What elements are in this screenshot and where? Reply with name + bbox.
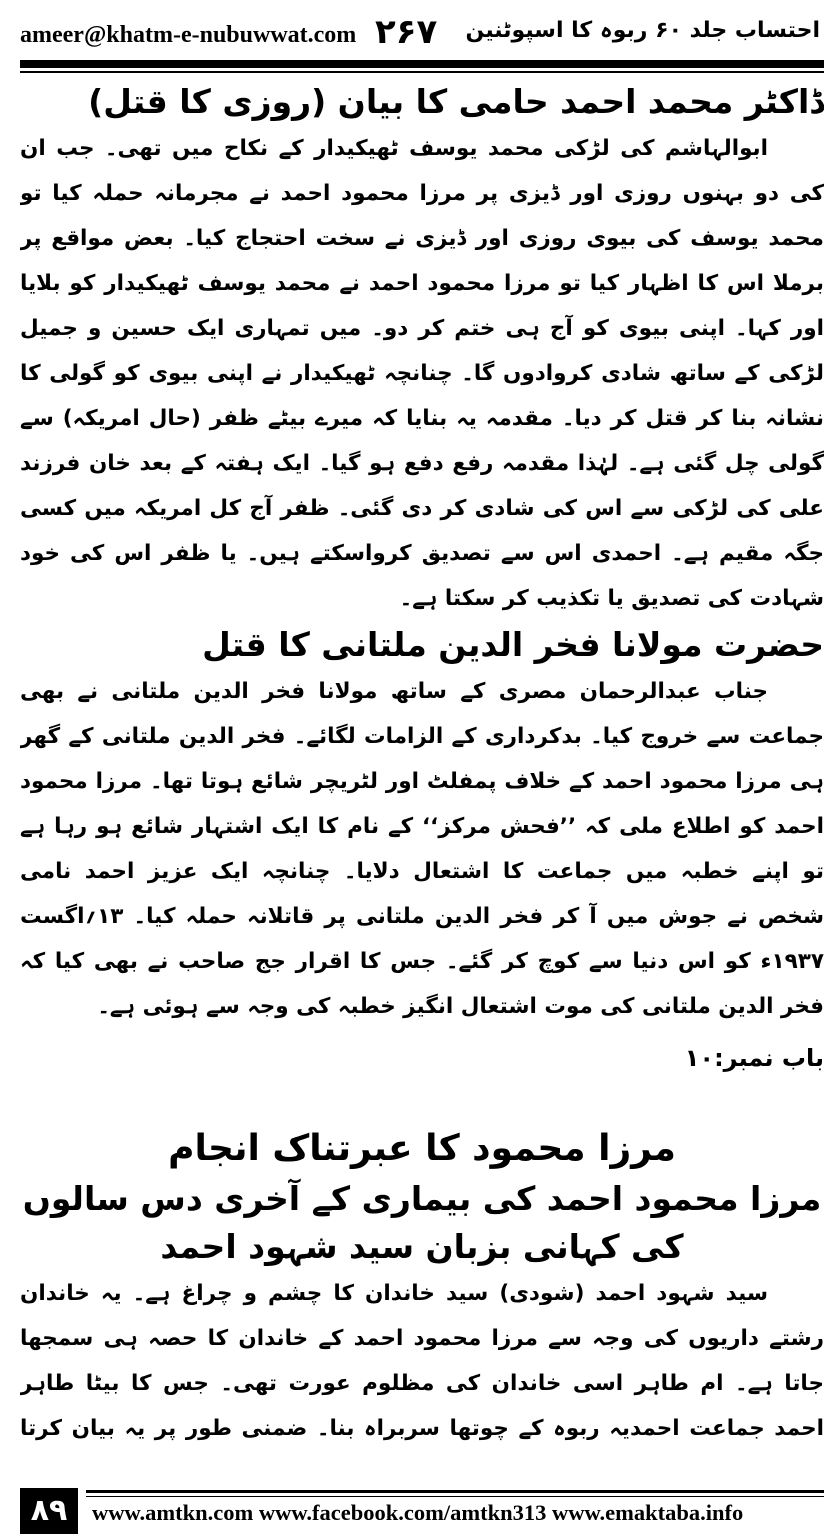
footer-rule-thin bbox=[86, 1496, 824, 1497]
footer-urls: www.amtkn.com www.facebook.com/amtkn313 www.emaktaba.info bbox=[92, 1500, 744, 1525]
header-email: ameer@khatm-e-nubuwwat.com bbox=[20, 22, 357, 48]
chapter-number: باب نمبر:۱۰ bbox=[684, 1044, 824, 1072]
header-rule-thin bbox=[20, 71, 824, 73]
page-body bbox=[20, 78, 824, 1454]
page-header bbox=[0, 0, 840, 62]
section-paragraph-rozi: ابوالہاشم کی لڑکی محمد یوسف ٹھیکیدار کے نکاح میں تھی۔ جب ان کی دو بہنوں روزی اور ڈیزی پر مرزا محمود احمد نے مجرمانہ حملہ کیا تو محمد یوسف کی بیوی روزی اور ڈیزی نے سخت احتجاج کیا۔ بعض مواقع پر برملا اس کا اظہار کیا تو مرزا محمود احمد نے محمد یوسف ٹھیکیدار کو بلایا اور کہا۔ اپنی بیوی کو آج ہی ختم کر دو۔ میں تمہاری ایک حسین و جمیل لڑکی کے ساتھ شادی کروادوں گا۔ چنانچہ ٹھیکیدار نے اپنی بیوی کو گولی کا نشانہ بنا کر قتل کر دیا۔ مقدمہ یہ بنایا کہ میرے بیٹے ظفر (حال امریکہ) سے گولی چل گئی ہے۔ لہٰذا مقدمہ رفع دفع ہو گیا۔ ایک ہفتہ کے بعد خان فرزند علی کی لڑکی سے اس کی شادی کر دی گئی۔ ظفر آج کل امریکہ میں کسی جگہ مقیم ہے۔ احمدی اس سے تصدیق کرواسکتے ہیں۔ یا ظفر اس کی خود شہادت کی تصدیق یا تکذیب کر سکتا ہے۔ bbox=[20, 136, 824, 611]
header-rule-thick bbox=[20, 60, 824, 68]
chapter-title: مرزا محمود کا عبرتناک انجام bbox=[168, 1128, 676, 1169]
footer-page-number: ۸۹ bbox=[20, 1488, 78, 1534]
header-book-title: احتساب جلد ۶۰ ربوہ کا اسپوٹنین bbox=[465, 18, 820, 43]
section-heading-rozi: ڈاکٹر محمد احمد حامی کا بیان (روزی کا قتل) bbox=[88, 82, 824, 121]
section-heading-multani: حضرت مولانا فخر الدین ملتانی کا قتل bbox=[202, 625, 824, 664]
header-page-number: ۲۶۷ bbox=[375, 12, 438, 52]
footer-rule-thick bbox=[86, 1490, 824, 1493]
section-paragraph-multani: جناب عبدالرحمان مصری کے ساتھ مولانا فخر الدین ملتانی نے بھی جماعت سے خروج کیا۔ بدکرداری کے الزامات لگائے۔ فخر الدین ملتانی کے گھر ہی مرزا محمود احمد کے خلاف پمفلٹ اور لٹریچر شائع ہوتا تھا۔ مرزا محمود احمد کو اطلاع ملی کہ ’’فحش مرکز‘‘ کے نام کا ایک اشتہار شائع ہو رہا ہے تو اپنے خطبہ میں جماعت کا اشتعال دلایا۔ چنانچہ ایک عزیز احمد نامی شخص نے جوش میں آ کر فخر الدین ملتانی پر قاتلانہ حملہ کیا۔ ۱۳؍اگست ۱۹۳۷ء کو اس دنیا سے کوچ کر گئے۔ جس کا اقرار جج صاحب نے بھی کیا کہ فخر الدین ملتانی کی موت اشتعال انگیز خطبہ کی وجہ سے ہوئی ہے۔ bbox=[20, 679, 824, 1019]
chapter-paragraph: سید شہود احمد (شودی) سید خاندان کا چشم و چراغ ہے۔ یہ خاندان رشتے داریوں کی وجہ سے مرزا محمود احمد کے خاندان کا حصہ ہی سمجھا جاتا ہے۔ ام طاہر اسی خاندان کی مظلوم عورت تھی۔ جس کا بیٹا طاہر احمد جماعت احمدیہ ربوہ کے چوتھا سربراہ بنا۔ ضمنی طور پر یہ بیان کرتا bbox=[20, 1281, 824, 1441]
page-footer bbox=[20, 1488, 824, 1534]
chapter-subtitle: مرزا محمود احمد کی بیماری کے آخری دس سالوں کی کہانی بزبان سید شہود احمد bbox=[22, 1179, 822, 1266]
